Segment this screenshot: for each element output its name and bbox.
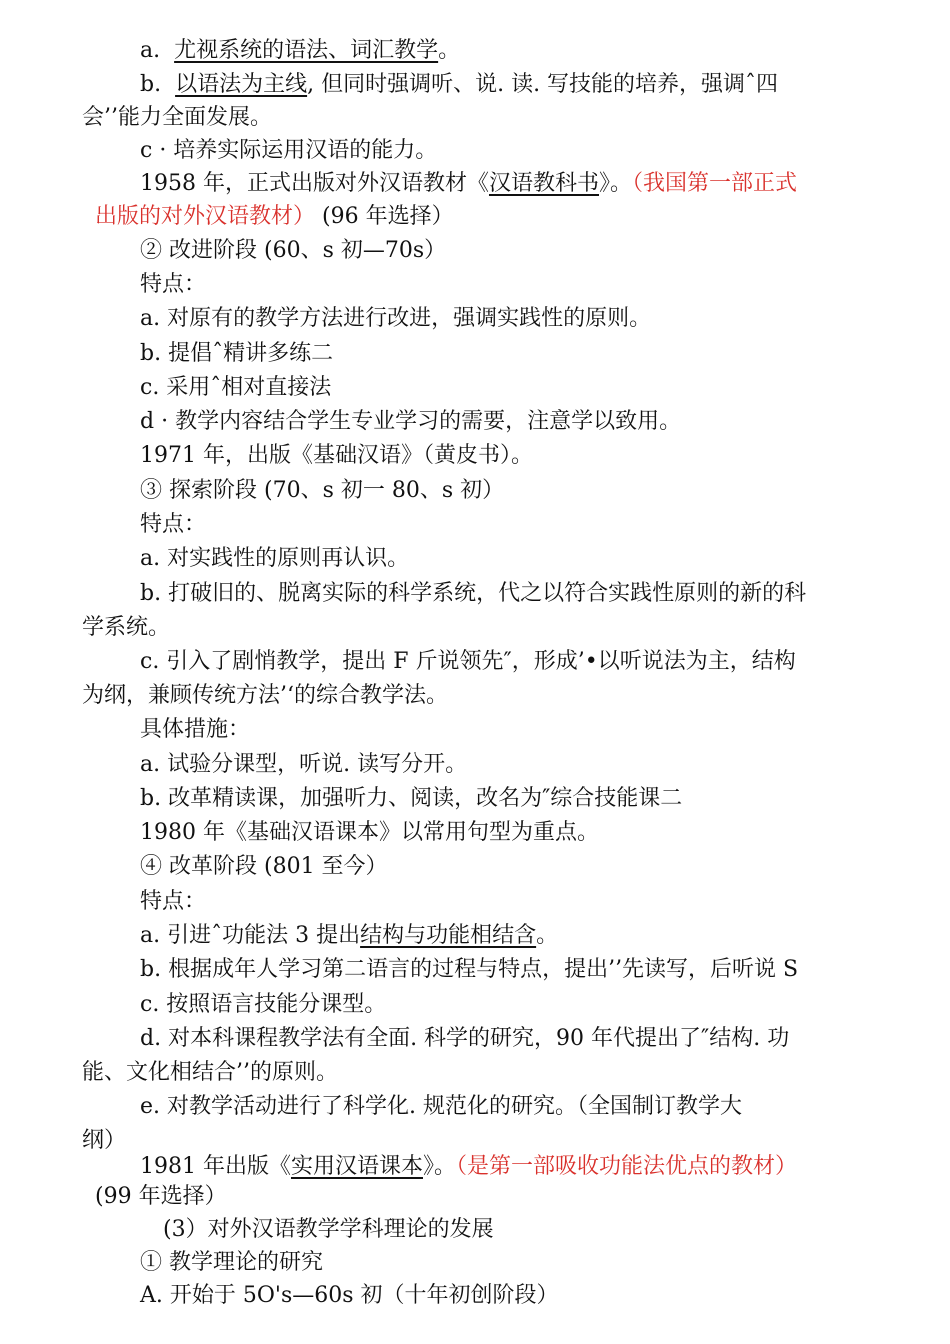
underlined-text: 实用汉语课本	[290, 1154, 423, 1179]
line-12: d · 教学内容结合学生专业学习的需要，注意学以致用。	[140, 409, 682, 434]
line-21: 具体措施：	[140, 717, 251, 742]
line-26: 特点：	[140, 889, 207, 914]
line-text: 1958 年，正式出版对外汉语教材《	[140, 171, 489, 196]
line-10: b. 提倡ˆ精讲多练二	[140, 341, 334, 366]
line-16: a. 对实践性的原则再认识。	[140, 546, 410, 571]
line-18: 学系统。	[82, 615, 171, 640]
line-text: , 但同时强调听、说. 读. 写技能的培养，强调ˆ四	[307, 72, 779, 97]
item-label: a.	[140, 38, 161, 63]
line-36: (3）对外汉语教学学科理论的发展	[163, 1217, 494, 1242]
red-note: 出版的对外汉语教材）	[95, 204, 316, 229]
line-34	[140, 1152, 797, 1182]
line-5	[140, 169, 797, 199]
line-20: 为纲，兼顾传统方法’‘的综合教学法。	[82, 683, 448, 708]
punctuation: 》。	[423, 1154, 457, 1179]
underlined-text: 以语法为主线	[175, 72, 308, 97]
line-24: 1980 年《基础汉语课本》以常用句型为重点。	[140, 820, 599, 845]
line-15: 特点：	[140, 512, 207, 537]
line-31: 能、文化相结合’’的原则。	[82, 1060, 338, 1085]
underlined-text: 结构与功能相结含	[360, 923, 537, 948]
line-14: ③ 探索阶段 (70、s 初一 80、s 初）	[140, 478, 505, 503]
red-note: （我国第一部正式	[632, 171, 798, 196]
line-1	[140, 36, 460, 66]
punctuation: 。	[438, 38, 461, 63]
line-text: 1981 年出版《	[140, 1154, 291, 1179]
punctuation: 》。	[599, 171, 633, 196]
underlined-text: 汉语教科书	[488, 171, 599, 196]
line-8: 特点：	[140, 272, 207, 297]
line-22: a. 试验分课型，听说. 读写分开。	[140, 752, 468, 777]
line-13: 1971 年，出版《基础汉语》（黄皮书）。	[140, 443, 533, 468]
line-37: ① 教学理论的研究	[140, 1250, 323, 1275]
punctuation: 。	[536, 923, 559, 948]
underlined-text: 尤视系统的语法、词汇教学	[174, 38, 439, 63]
line-27	[140, 921, 558, 951]
line-23: b. 改革精读课，加强听力、阅读，改名为″综合技能课二	[140, 786, 683, 811]
line-28: b. 根据成年人学习第二语言的过程与特点，提出’’先读写，后听说 S	[140, 957, 799, 982]
line-text: a. 引进ˆ功能法 3 提出	[140, 923, 361, 948]
line-9: a. 对原有的教学方法进行改进，强调实践性的原则。	[140, 306, 652, 331]
line-35: (99 年选择）	[95, 1184, 227, 1209]
line-38: A. 开始于 5O's—60s 初（十年初创阶段）	[140, 1283, 559, 1308]
line-25: ④ 改革阶段 (801 至今）	[140, 854, 388, 879]
line-33: 纲）	[82, 1128, 127, 1153]
line-32: e. 对教学活动进行了科学化. 规范化的研究。（全国制订教学大	[140, 1094, 742, 1119]
line-2	[140, 70, 778, 100]
line-text: (96 年选择）	[315, 204, 454, 229]
red-note: （是第一部吸收功能法优点的教材）	[456, 1154, 798, 1179]
line-11: c. 采用ˆ相对直接法	[140, 375, 332, 400]
line-7: ② 改进阶段 (60、s 初—70s）	[140, 238, 447, 263]
line-6	[95, 202, 454, 232]
item-label: b.	[140, 72, 162, 97]
line-19: c. 引入了剧悄教学，提出 F 斤说领先″，形成’•以听说法为主，结构	[140, 649, 796, 674]
line-30: d. 对本科课程教学法有全面. 科学的研究，90 年代提出了″结构. 功	[140, 1026, 790, 1051]
line-17: b. 打破旧的、脱离实际的科学系统，代之以符合实践性原则的新的科	[140, 581, 807, 606]
line-3: 会’’能力全面发展。	[82, 105, 272, 130]
line-4: c · 培养实际运用汉语的能力。	[140, 138, 438, 163]
line-29: c. 按照语言技能分课型。	[140, 992, 387, 1017]
